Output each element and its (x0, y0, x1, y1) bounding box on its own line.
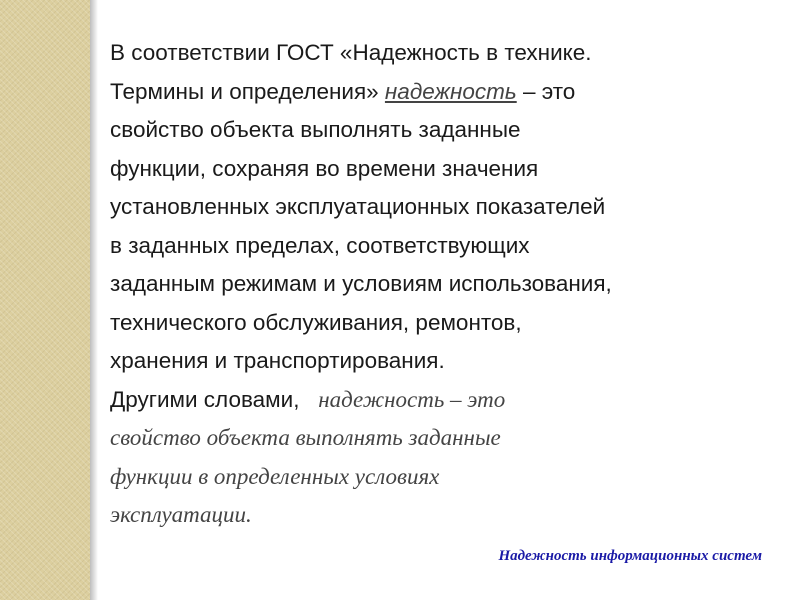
term-reliability: надежность (384, 78, 517, 104)
definition-line-1: В соответствии ГОСТ «Надежность в технике. (110, 40, 592, 65)
other-words-line-3: функции в определенных условиях (110, 463, 440, 489)
definition-line-8: технического обслуживания, ремонтов, (110, 309, 522, 335)
definition-line-6: в заданных пределах, соответствующих (110, 232, 530, 258)
side-strip-shadow (90, 0, 98, 600)
definition-line-2-suffix: – это (516, 78, 576, 104)
other-words-term: надежность – это (318, 386, 506, 412)
decorative-side-strip (0, 0, 90, 600)
footer-course-title: Надежность информационных систем (498, 548, 762, 564)
other-words-line-2: свойство объекта выполнять заданные (110, 425, 501, 450)
other-words-lead: Другими словами, (110, 386, 306, 412)
slide-body-text (110, 34, 770, 535)
definition-line-7: заданным режимам и условиям использования, (110, 271, 612, 296)
other-words-line-4: эксплуатации. (110, 502, 252, 527)
other-words-line-1 (110, 381, 770, 420)
definition-line-4: функции, сохраняя во времени значения (110, 155, 539, 181)
definition-line-5: установленных эксплуатационных показателей (110, 194, 606, 219)
definition-line-2-prefix: Термины и определения» (110, 78, 385, 104)
definition-line-9: хранения и транспортирования. (110, 348, 445, 373)
definition-line-3: свойство объекта выполнять заданные (110, 117, 521, 142)
definition-line-2 (110, 73, 770, 112)
